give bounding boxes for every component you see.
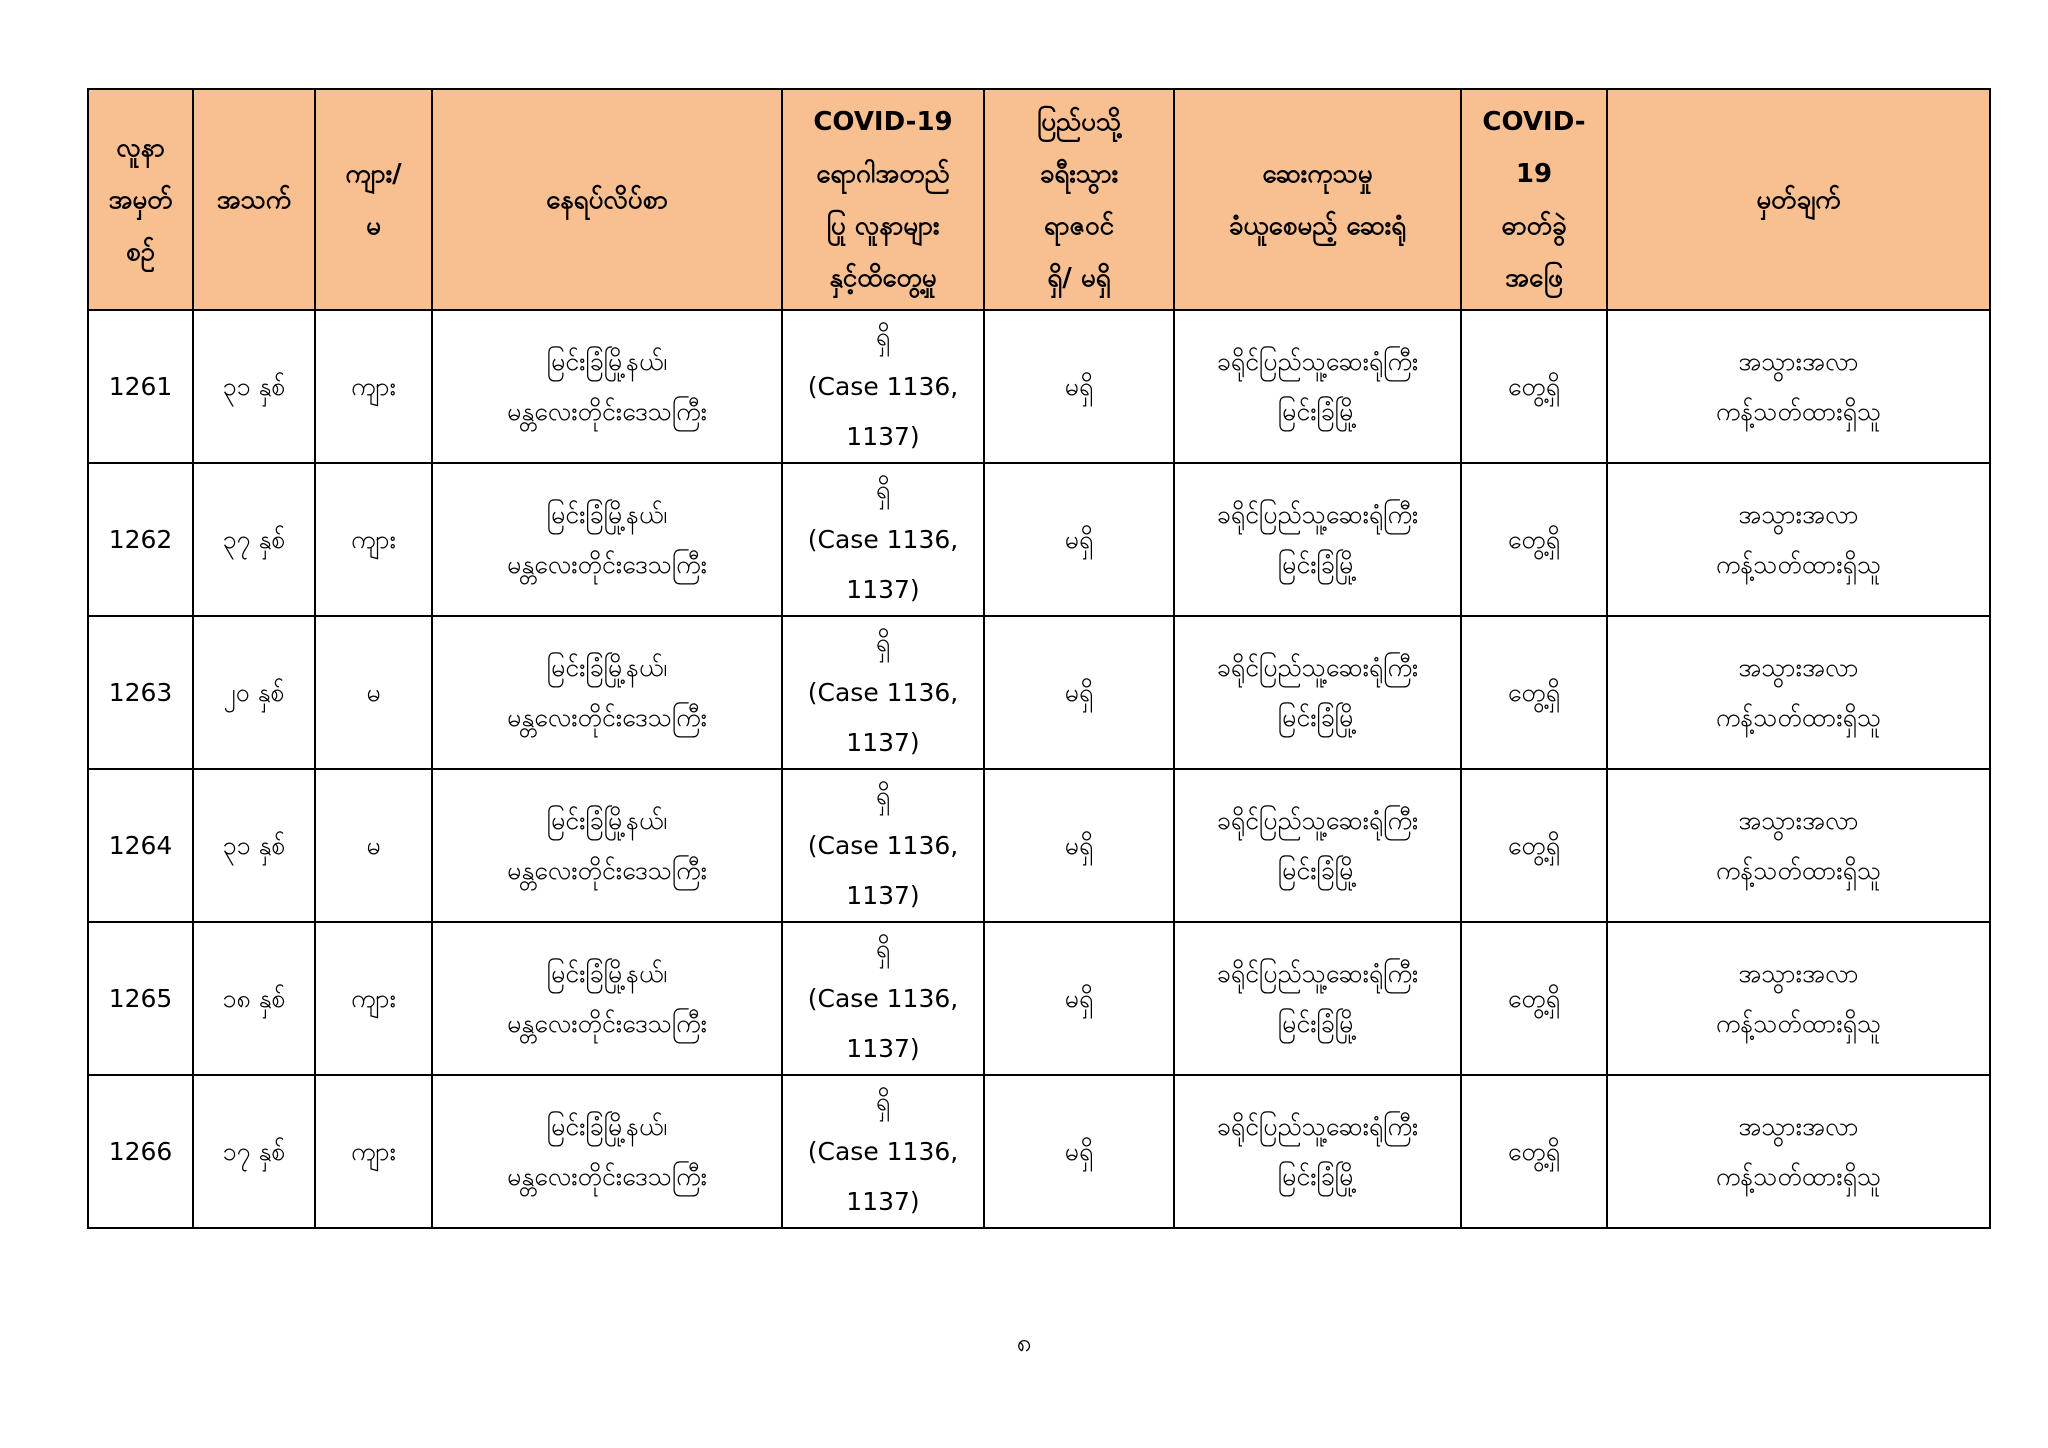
header-case-number: လူနာ အမှတ် စဉ် [88, 89, 193, 310]
header-contact: COVID-19 ရောဂါအတည် ပြု လူနာများ နှင့်ထိတွေ့မှု [782, 89, 984, 310]
header-address: နေရပ်လိပ်စာ [432, 89, 782, 310]
cell-remark: အသွားအလာ ကန့်သတ်ထားရှိသူ [1607, 310, 1990, 463]
cell-hospital: ခရိုင်ပြည်သူ့ဆေးရုံကြီး မြင်းခြံမြို့ [1174, 463, 1461, 616]
cell-age: ၃၇ နှစ် [193, 463, 315, 616]
cell-address: မြင်းခြံမြို့နယ်၊ မန္တလေးတိုင်းဒေသကြီး [432, 922, 782, 1075]
cell-age: ၂၀ နှစ် [193, 616, 315, 769]
cell-travel-history: မရှိ [984, 463, 1174, 616]
cell-sex: ကျား [315, 463, 432, 616]
cell-contact: ရှိ (Case 1136, 1137) [782, 310, 984, 463]
cell-contact: ရှိ (Case 1136, 1137) [782, 769, 984, 922]
cell-lab-result: တွေ့ရှိ [1461, 922, 1607, 1075]
cell-address: မြင်းခြံမြို့နယ်၊ မန္တလေးတိုင်းဒေသကြီး [432, 616, 782, 769]
cell-remark: အသွားအလာ ကန့်သတ်ထားရှိသူ [1607, 616, 1990, 769]
cell-address: မြင်းခြံမြို့နယ်၊ မန္တလေးတိုင်းဒေသကြီး [432, 463, 782, 616]
table-row [88, 922, 1990, 1075]
header-hospital: ဆေးကုသမှု ခံယူစေမည့် ဆေးရုံ [1174, 89, 1461, 310]
cell-travel-history: မရှိ [984, 616, 1174, 769]
header-sex: ကျား/ မ [315, 89, 432, 310]
header-row [88, 89, 1990, 310]
cell-sex: မ [315, 769, 432, 922]
page-number: ၈ [1016, 1328, 1032, 1358]
cell-case-number: 1266 [88, 1075, 193, 1228]
header-remark: မှတ်ချက် [1607, 89, 1990, 310]
cell-age: ၃၁ နှစ် [193, 769, 315, 922]
cell-hospital: ခရိုင်ပြည်သူ့ဆေးရုံကြီး မြင်းခြံမြို့ [1174, 922, 1461, 1075]
cell-address: မြင်းခြံမြို့နယ်၊ မန္တလေးတိုင်းဒေသကြီး [432, 310, 782, 463]
cell-lab-result: တွေ့ရှိ [1461, 616, 1607, 769]
cell-remark: အသွားအလာ ကန့်သတ်ထားရှိသူ [1607, 769, 1990, 922]
cell-case-number: 1262 [88, 463, 193, 616]
cell-age: ၁၇ နှစ် [193, 1075, 315, 1228]
cell-address: မြင်းခြံမြို့နယ်၊ မန္တလေးတိုင်းဒေသကြီး [432, 769, 782, 922]
cell-sex: ကျား [315, 922, 432, 1075]
cell-hospital: ခရိုင်ပြည်သူ့ဆေးရုံကြီး မြင်းခြံမြို့ [1174, 1075, 1461, 1228]
cell-age: ၃၁ နှစ် [193, 310, 315, 463]
cell-contact: ရှိ (Case 1136, 1137) [782, 616, 984, 769]
header-age: အသက် [193, 89, 315, 310]
cell-hospital: ခရိုင်ပြည်သူ့ဆေးရုံကြီး မြင်းခြံမြို့ [1174, 616, 1461, 769]
cell-travel-history: မရှိ [984, 922, 1174, 1075]
cell-lab-result: တွေ့ရှိ [1461, 463, 1607, 616]
cell-age: ၁၈ နှစ် [193, 922, 315, 1075]
cell-hospital: ခရိုင်ပြည်သူ့ဆေးရုံကြီး မြင်းခြံမြို့ [1174, 310, 1461, 463]
cell-hospital: ခရိုင်ပြည်သူ့ဆေးရုံကြီး မြင်းခြံမြို့ [1174, 769, 1461, 922]
cell-remark: အသွားအလာ ကန့်သတ်ထားရှိသူ [1607, 1075, 1990, 1228]
cell-sex: ကျား [315, 310, 432, 463]
cell-travel-history: မရှိ [984, 1075, 1174, 1228]
cell-sex: ကျား [315, 1075, 432, 1228]
table-row [88, 769, 1990, 922]
table-row [88, 310, 1990, 463]
cell-case-number: 1263 [88, 616, 193, 769]
cell-lab-result: တွေ့ရှိ [1461, 1075, 1607, 1228]
cell-case-number: 1261 [88, 310, 193, 463]
cell-remark: အသွားအလာ ကန့်သတ်ထားရှိသူ [1607, 922, 1990, 1075]
case-table [87, 88, 1991, 1229]
cell-contact: ရှိ (Case 1136, 1137) [782, 463, 984, 616]
cell-lab-result: တွေ့ရှိ [1461, 769, 1607, 922]
cell-lab-result: တွေ့ရှိ [1461, 310, 1607, 463]
cell-remark: အသွားအလာ ကန့်သတ်ထားရှိသူ [1607, 463, 1990, 616]
cell-case-number: 1264 [88, 769, 193, 922]
cell-travel-history: မရှိ [984, 310, 1174, 463]
cell-case-number: 1265 [88, 922, 193, 1075]
cell-travel-history: မရှိ [984, 769, 1174, 922]
cell-address: မြင်းခြံမြို့နယ်၊ မန္တလေးတိုင်းဒေသကြီး [432, 1075, 782, 1228]
table-row [88, 616, 1990, 769]
header-lab-result: COVID- 19 ဓာတ်ခွဲ အဖြေ [1461, 89, 1607, 310]
header-travel-history: ပြည်ပသို့ ခရီးသွား ရာဇဝင် ရှိ/ မရှိ [984, 89, 1174, 310]
cell-contact: ရှိ (Case 1136, 1137) [782, 1075, 984, 1228]
cell-sex: မ [315, 616, 432, 769]
cell-contact: ရှိ (Case 1136, 1137) [782, 922, 984, 1075]
table-row [88, 463, 1990, 616]
table-row [88, 1075, 1990, 1228]
